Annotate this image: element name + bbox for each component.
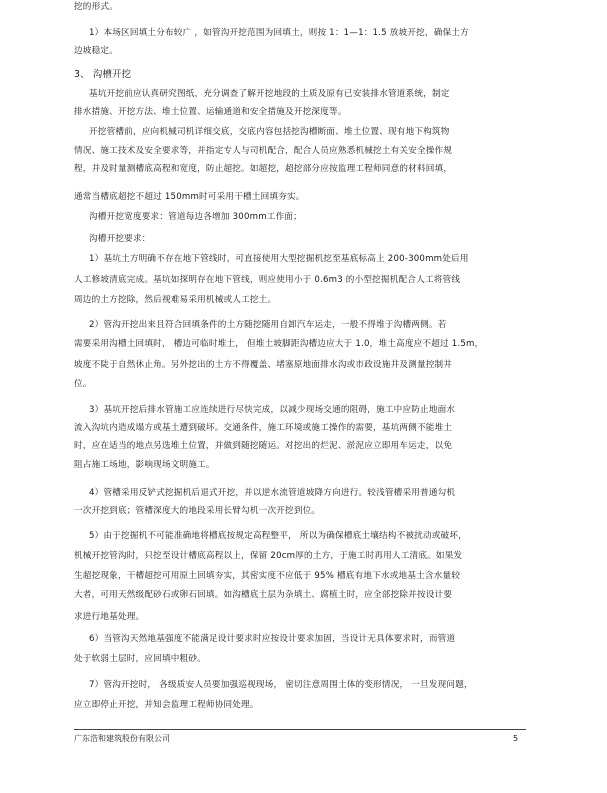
text-line: 通常当槽底超挖不超过 150mm时可采用干槽土回填夯实。 bbox=[74, 192, 305, 202]
text-line: 需要采用沟槽土回填时， 槽边可临时堆土， 但堆土坡脚距沟槽边应大于 1.0，堆土高度应不超过 1.5m， bbox=[74, 339, 484, 349]
text-line: 一次开挖到底；管槽深度大的地段采用长臂勾机一次开挖到位。 bbox=[74, 506, 321, 516]
text-line: 3）基坑开挖后排水管施工应连续进行尽快完成，以减少现场交通的阻碍，施工中应防止地面水 bbox=[89, 405, 456, 415]
text-line: 坡度不陡于自然休止角。另外挖出的土方不得覆盖、堵塞原地面排水沟或市政设施井及测量控制井 bbox=[74, 360, 453, 370]
text-line: 阻占施工场地，影响现场文明施工。 bbox=[74, 460, 215, 470]
text-line: 大者，可用天然级配砂石或卵石回填。如沟槽底土层为杂填土、腐植土时，应全部挖除并按设计要 bbox=[74, 590, 453, 600]
text-line: 机械开挖管沟时，只挖至设计槽底高程以上，保留 20cm厚的土方，于施工时再用人工清底。如果发 bbox=[74, 551, 463, 561]
text-line: 挖的形式。 bbox=[74, 2, 118, 12]
text-line: 程，并及时量测槽底高程和宽度，防止超挖。如超挖，超挖部分应按监理工程师同意的材料回填， bbox=[74, 164, 453, 174]
text-line: 应立即停止开挖，并知会监理工程师协同处理。 bbox=[74, 700, 259, 710]
text-line: 生超挖现象，干槽超挖可用原土回填夯实，其密实度不应低于 95% 槽底有地下水或地基土含水量较 bbox=[74, 571, 461, 581]
text-line: 7）管沟开挖时， 各级质安人员要加强巡视现场， 密切注意周围土体的变形情况， 一旦发现问题， bbox=[89, 680, 473, 690]
text-line: 边坡稳定。 bbox=[74, 46, 118, 56]
text-line: 沟槽开挖要求： bbox=[89, 234, 151, 244]
text-line: 周边的土方挖除，然后视难易采用机械或人工挖土。 bbox=[74, 295, 277, 305]
text-line: 人工修坡清底完成。基坑如探明存在地下管线，则应使用小于 0.6m3 的小型挖掘机配合人工将管线 bbox=[74, 275, 461, 285]
text-line: 求进行地基处理。 bbox=[74, 612, 145, 622]
text-line: 基坑开挖前应认真研究图纸，充分调查了解开挖地段的土质及原有已安装排水管道系统，制定 bbox=[89, 89, 450, 99]
text-line: 排水措施、开挖方法、堆土位置、运输通道和安全措施及开挖深度等。 bbox=[74, 107, 347, 117]
text-line: 时，应在适当的地点另选堆土位置，并做到随挖随运。对挖出的烂泥、淤泥应立即用车运走，以免 bbox=[74, 441, 453, 451]
text-line: 情况、施工技术及安全要求等，并指定专人与司机配合，配合人员应熟悉机械挖土有关安全操作规 bbox=[74, 146, 453, 156]
page-number: 5 bbox=[513, 734, 519, 743]
text-line: 2）管沟开挖出来且符合回填条件的土方随挖随用自卸汽车运走，一般不得堆于沟槽两侧。若 bbox=[89, 320, 447, 330]
text-line: 5）由于挖掘机不可能准确地将槽底按规定高程整平， 所以为确保槽底土壤结构不被扰动或破坏， bbox=[89, 531, 467, 541]
text-line: 1）基坑土方明确不存在地下管线时，可直接使用大型挖掘机挖至基底标高上 200-300mm处后用 bbox=[89, 254, 469, 264]
text-line: 沟槽开挖宽度要求：管道每边各增加 300mm工作面； bbox=[89, 212, 302, 222]
text-line: 6）当管沟天然地基强度不能满足设计要求时应按设计要求加固，当设计无具体要求时，而管道 bbox=[89, 634, 456, 644]
section-heading: 3、 沟槽开挖 bbox=[74, 69, 132, 80]
text-line: 4）管槽采用反铲式挖掘机后退式开挖，并以逆水流管道坡降方向进行。较浅管槽采用普通勾机 bbox=[89, 488, 456, 498]
text-line: 1）本场区回填土分布较广 ，如管沟开挖范围为回填土，则按 1：1—1：1.5 放坡开挖，确保土方 bbox=[89, 28, 469, 38]
text-line: 位。 bbox=[74, 379, 92, 389]
text-line: 处于软弱土层时，应回填中粗砂。 bbox=[74, 654, 206, 664]
text-line: 开挖管槽前，应向机械司机详细交底，交底内容包括挖沟槽断面、堆土位置、现有地下构筑物 bbox=[89, 127, 450, 137]
footer-divider bbox=[74, 729, 526, 730]
text-line: 流入沟坑内造成塌方或基土遭到破坏。交通条件，施工环境或施工操作的需要，基坑两侧不能堆土 bbox=[74, 423, 453, 433]
footer-company-name: 广东浩和建筑股份有限公司 bbox=[74, 734, 170, 743]
